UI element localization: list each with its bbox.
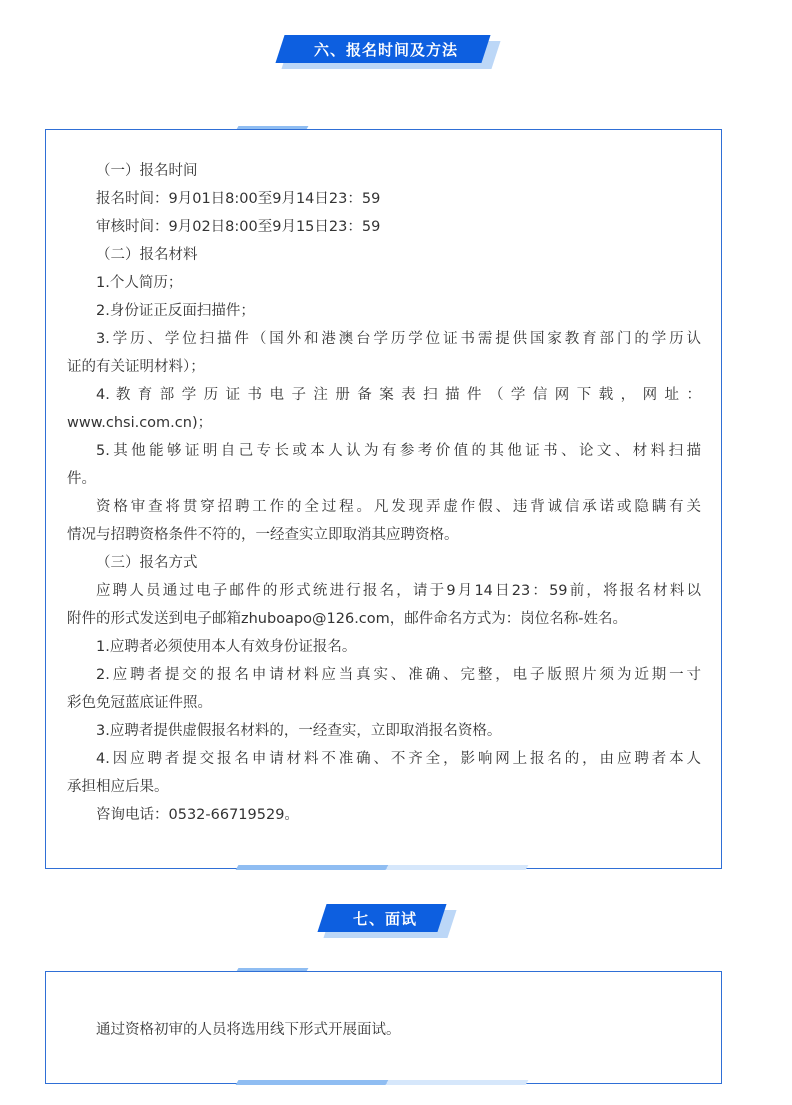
paragraph-line: 附件的形式发送到电子邮箱zhuboapo@126.com，邮件命名方式为：岗位名称-姓名。 (67, 611, 628, 627)
paragraph-line: 承担相应后果。 (67, 779, 169, 795)
paragraph-line: 1.个人简历； (96, 275, 183, 291)
paragraph-line: 应聘人员通过电子邮件的形式统进行报名，请于9月14日23：59前，将报名材料以 (96, 583, 701, 599)
subheading-materials: （二）报名材料 (96, 247, 198, 263)
contact-phone: 咨询电话：0532-66719529。 (96, 807, 299, 823)
box-bottom-decoration (237, 865, 537, 870)
section-6-heading: 六、报名时间及方法 (313, 40, 458, 59)
paragraph-line: 4.因应聘者提交报名申请材料不准确、不齐全，影响网上报名的，由应聘者本人 (96, 751, 701, 767)
paragraph-line: 5.其他能够证明自己专长或本人认为有参考价值的其他证书、论文、材料扫描 (96, 443, 701, 459)
paragraph-line: 件。 (67, 471, 96, 487)
paragraph-line: 3.应聘者提供虚假报名材料的，一经查实，立即取消报名资格。 (96, 723, 502, 739)
paragraph-line: 2.身份证正反面扫描件； (96, 303, 255, 319)
paragraph-line: 审核时间：9月02日8:00至9月15日23：59 (96, 219, 381, 235)
section-6-content (67, 157, 701, 829)
box-bottom-decoration (237, 1080, 537, 1085)
section-7-content (67, 1016, 701, 1044)
paragraph-line: 2.应聘者提交的报名申请材料应当真实、准确、完整，电子版照片须为近期一寸 (96, 667, 701, 683)
paragraph-line: 通过资格初审的人员将选用线下形式开展面试。 (96, 1022, 401, 1038)
paragraph-line: 证的有关证明材料）； (67, 359, 205, 375)
paragraph-line: 1.应聘者必须使用本人有效身份证报名。 (96, 639, 357, 655)
paragraph-line: 资格审查将贯穿招聘工作的全过程。凡发现弄虚作假、违背诚信承诺或隐瞒有关 (96, 499, 701, 515)
paragraph-line: 情况与招聘资格条件不符的，一经查实立即取消其应聘资格。 (67, 527, 459, 543)
subheading-time: （一）报名时间 (96, 163, 198, 179)
section-7-heading: 七、面试 (352, 909, 417, 928)
paragraph-line: 3.学历、学位扫描件（国外和港澳台学历学位证书需提供国家教育部门的学历认 (96, 331, 701, 347)
paragraph-line: 报名时间：9月01日8:00至9月14日23：59 (96, 191, 381, 207)
paragraph-line: 4. 教 育 部 学 历 证 书 电 子 注 册 备 案 表 扫 描 件 （ 学 信 网 下 载 ， 网 址 ： (96, 387, 701, 403)
paragraph-line: 彩色免冠蓝底证件照。 (67, 695, 212, 711)
subheading-method: （三）报名方式 (96, 555, 198, 571)
section-6-banner (276, 35, 496, 69)
section-7-banner (318, 904, 452, 938)
paragraph-line: www.chsi.com.cn)； (67, 415, 213, 431)
